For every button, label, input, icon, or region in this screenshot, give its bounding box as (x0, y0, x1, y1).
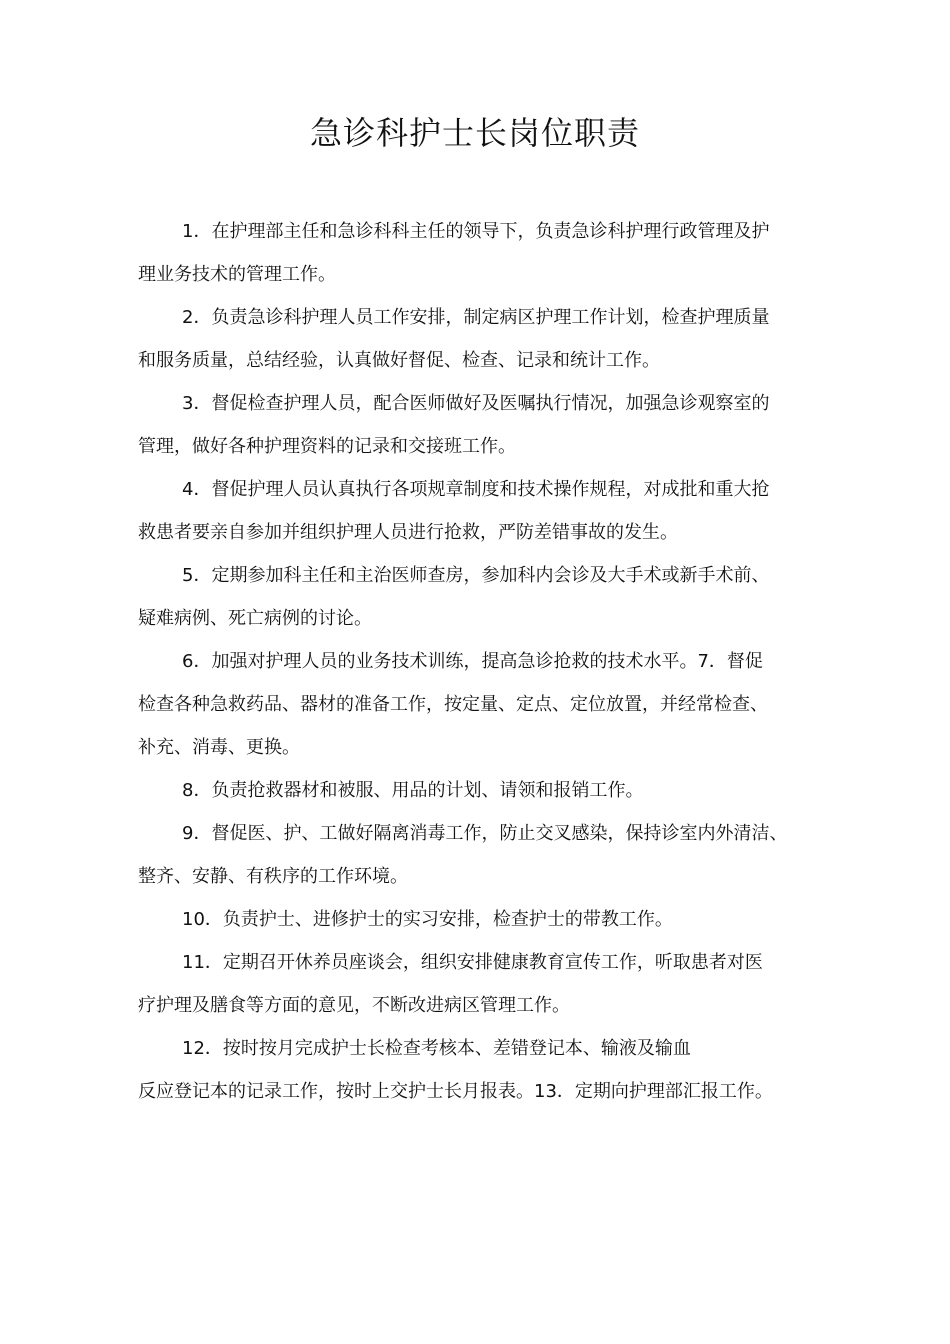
text-line: 12．按时按月完成护士长检查考核本、差错登记本、输液及输血 (182, 1038, 691, 1059)
text-line: 疗护理及膳食等方面的意见，不断改进病区管理工作。 (138, 995, 570, 1016)
text-line: 疑难病例、死亡病例的讨论。 (138, 608, 372, 629)
document-body (138, 210, 828, 1113)
text-line: 11．定期召开休养员座谈会，组织安排健康教育宣传工作，听取患者对医 (182, 952, 763, 973)
text-line: 理业务技术的管理工作。 (138, 264, 336, 285)
text-line: 补充、消毒、更换。 (138, 737, 300, 758)
text-line: 管理，做好各种护理资料的记录和交接班工作。 (138, 436, 516, 457)
text-line: 3．督促检查护理人员，配合医师做好及医嘱执行情况，加强急诊观察室的 (182, 393, 770, 414)
text-line: 8．负责抢救器材和被服、用品的计划、请领和报销工作。 (182, 780, 644, 801)
text-line: 和服务质量，总结经验，认真做好督促、检查、记录和统计工作。 (138, 350, 660, 371)
text-line: 5．定期参加科主任和主治医师查房，参加科内会诊及大手术或新手术前、 (182, 565, 770, 586)
document-title: 急诊科护士长岗位职责 (309, 114, 640, 152)
text-line: 1．在护理部主任和急诊科科主任的领导下，负责急诊科护理行政管理及护 (182, 221, 770, 242)
text-line: 4．督促护理人员认真执行各项规章制度和技术操作规程，对成批和重大抢 (182, 479, 770, 500)
text-line: 10．负责护士、进修护士的实习安排，检查护士的带教工作。 (182, 909, 673, 930)
text-line: 9．督促医、护、工做好隔离消毒工作，防止交叉感染，保持诊室内外清洁、 (182, 823, 788, 844)
text-line: 反应登记本的记录工作，按时上交护士长月报表。13．定期向护理部汇报工作。 (138, 1081, 773, 1102)
text-line: 检查各种急救药品、器材的准备工作，按定量、定点、定位放置，并经常检查、 (138, 694, 768, 715)
text-line: 救患者要亲自参加并组织护理人员进行抢救，严防差错事故的发生。 (138, 522, 678, 543)
text-line: 6．加强对护理人员的业务技术训练，提高急诊抢救的技术水平。7．督促 (182, 651, 763, 672)
text-line: 整齐、安静、有秩序的工作环境。 (138, 866, 408, 887)
text-line: 2．负责急诊科护理人员工作安排，制定病区护理工作计划，检查护理质量 (182, 307, 770, 328)
